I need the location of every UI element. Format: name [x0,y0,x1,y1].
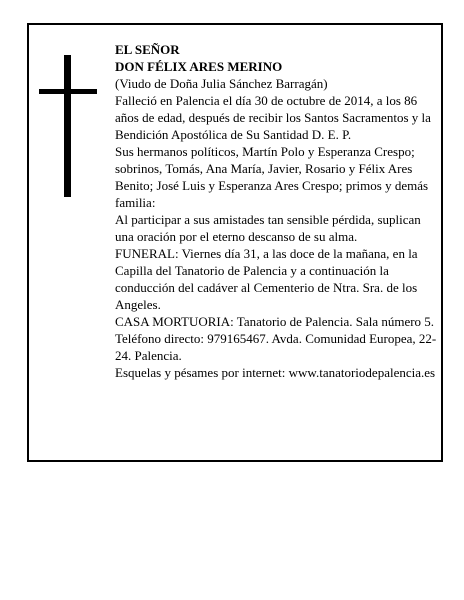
widower-note: (Viudo de Doña Julia Sánchez Barragán) [115,76,328,91]
latin-cross-icon [39,55,97,197]
mortuary-details: CASA MORTUORIA: Tanatorio de Palencia. Sala número 5. Teléfono directo: 979165467. Avda. Comunidad Europea, 22-24. Palencia. [115,314,437,363]
deceased-name: DON FÉLIX ARES MERINO [115,59,283,74]
notice-title-honorific: EL SEÑOR [115,42,180,57]
family-list: Sus hermanos políticos, Martín Polo y Esperanza Crespo; sobrinos, Tomás, Ana María, Javier, Rosario y Félix Ares Benito; José Luis y Esperanza Ares Crespo; primos y demás familia: [115,144,429,210]
cross-horizontal-bar [39,89,97,94]
prayer-request: Al participar a sus amistades tan sensible pérdida, suplican una oración por el eterno descanso de su alma. [115,212,421,244]
notice-text [115,41,437,381]
cross-vertical-bar [64,55,71,197]
obituary-notice [27,23,443,462]
condolences-info: Esquelas y pésames por internet: www.tanatoriodepalencia.es [115,365,436,380]
death-announcement: Falleció en Palencia el día 30 de octubre de 2014, a los 86 años de edad, después de recibir los Santos Sacramentos y la Bendición Apostólica de Su Santidad D. E. P. [115,93,431,142]
funeral-details: FUNERAL: Viernes día 31, a las doce de la mañana, en la Capilla del Tanatorio de Palencia y a continuación la conducción del cadáver al Cementerio de Ntra. Sra. de los Angeles. [115,246,418,312]
